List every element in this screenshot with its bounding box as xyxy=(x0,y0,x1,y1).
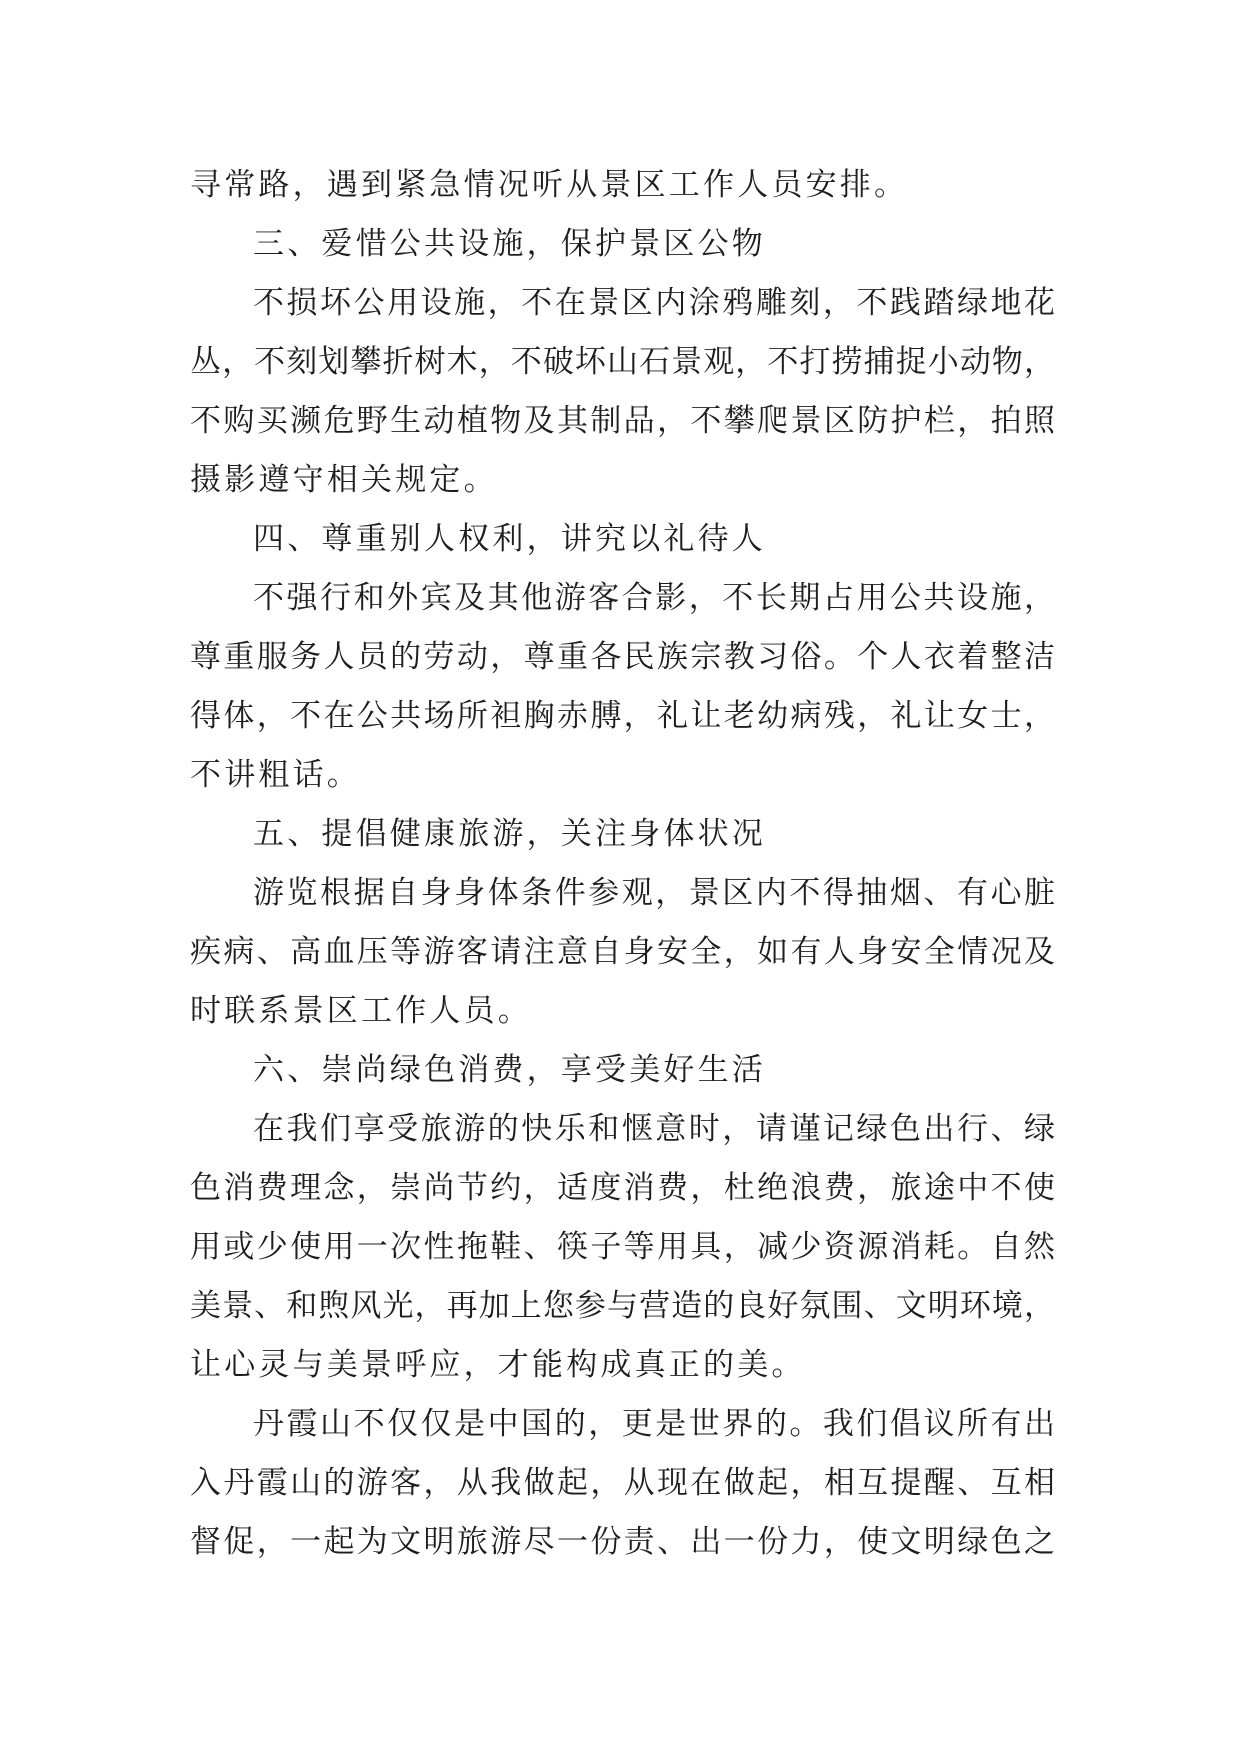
text-line: 美景、和煦风光，再加上您参与营造的良好氛围、文明环境， xyxy=(190,1288,1055,1324)
section-heading: 五、提倡健康旅游，关注身体状况 xyxy=(253,816,766,852)
text-line: 疾病、高血压等游客请注意自身安全，如有人身安全情况及 xyxy=(190,934,1055,970)
text-line: 色消费理念，崇尚节约，适度消费，杜绝浪费，旅途中不使 xyxy=(190,1170,1055,1206)
text-line: 游览根据自身身体条件参观，景区内不得抽烟、有心脏 xyxy=(253,875,1055,911)
section-heading: 四、尊重别人权利，讲究以礼待人 xyxy=(253,521,766,557)
text-line: 入丹霞山的游客，从我做起，从现在做起，相互提醒、互相 xyxy=(190,1465,1055,1501)
text-line: 用或少使用一次性拖鞋、筷子等用具，减少资源消耗。自然 xyxy=(190,1229,1055,1265)
text-line: 得体，不在公共场所袒胸赤膊，礼让老幼病残，礼让女士， xyxy=(190,698,1055,734)
text-line: 时联系景区工作人员。 xyxy=(190,993,532,1029)
text-line: 丹霞山不仅仅是中国的，更是世界的。我们倡议所有出 xyxy=(253,1406,1055,1442)
text-line: 寻常路，遇到紧急情况听从景区工作人员安排。 xyxy=(190,167,909,203)
text-line: 不讲粗话。 xyxy=(190,757,361,793)
text-line: 在我们享受旅游的快乐和惬意时，请谨记绿色出行、绿 xyxy=(253,1111,1055,1147)
text-line: 尊重服务人员的劳动，尊重各民族宗教习俗。个人衣着整洁 xyxy=(190,639,1055,675)
text-line: 摄影遵守相关规定。 xyxy=(190,462,498,498)
text-line: 让心灵与美景呼应，才能构成真正的美。 xyxy=(190,1347,806,1383)
text-line: 不购买濒危野生动植物及其制品，不攀爬景区防护栏，拍照 xyxy=(190,403,1055,439)
text-line: 不损坏公用设施，不在景区内涂鸦雕刻，不践踏绿地花 xyxy=(253,285,1055,321)
text-line: 不强行和外宾及其他游客合影，不长期占用公共设施， xyxy=(253,580,1055,616)
text-line: 督促，一起为文明旅游尽一份责、出一份力，使文明绿色之 xyxy=(190,1524,1055,1560)
text-line: 丛，不刻划攀折树木，不破坏山石景观，不打捞捕捉小动物， xyxy=(190,344,1055,380)
section-heading: 三、爱惜公共设施，保护景区公物 xyxy=(253,226,766,262)
section-heading: 六、崇尚绿色消费，享受美好生活 xyxy=(253,1052,766,1088)
